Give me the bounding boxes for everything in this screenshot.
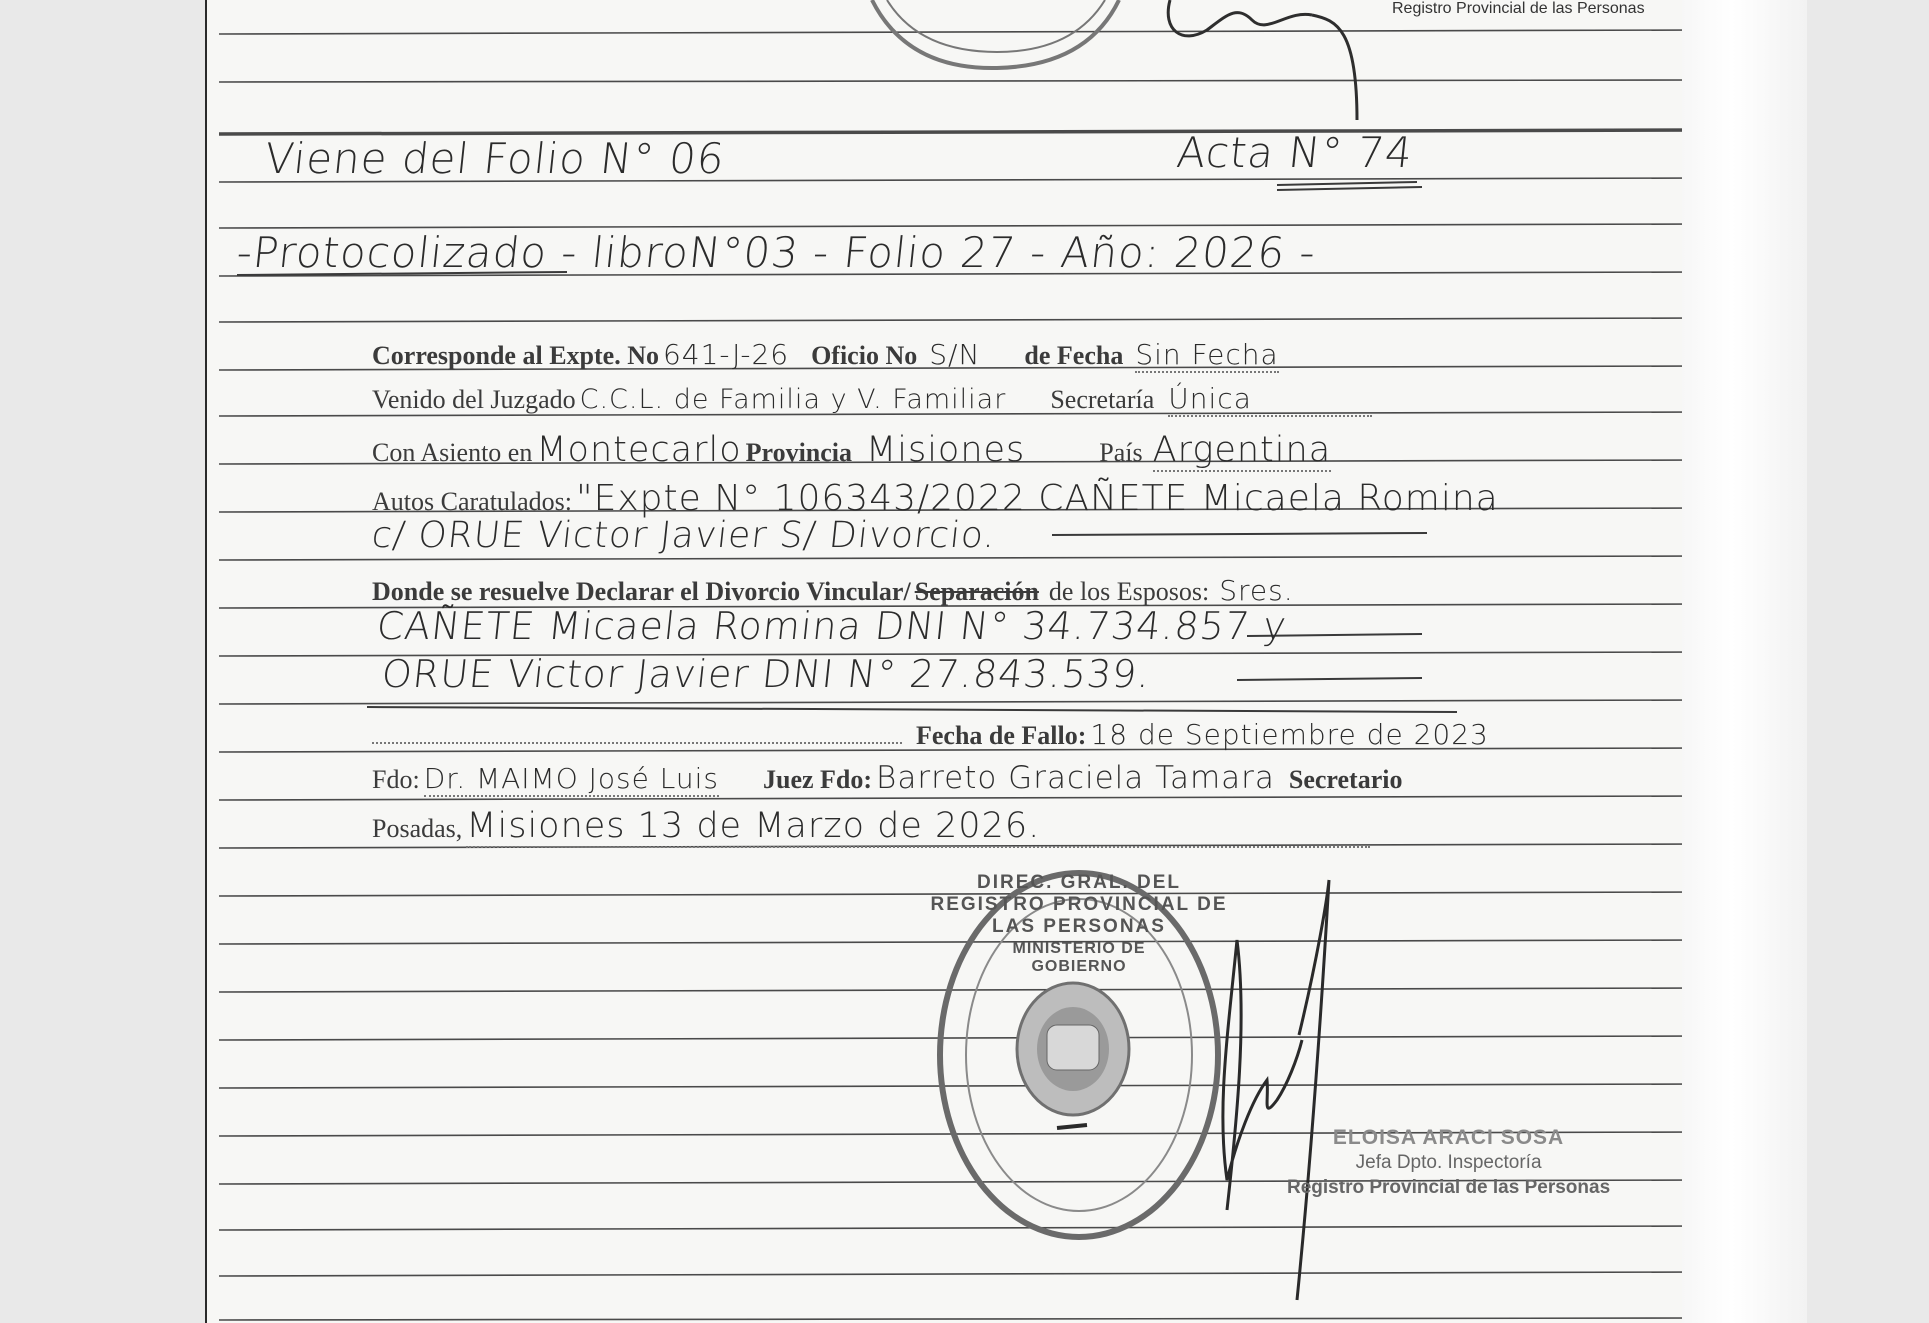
asiento-row (372, 430, 1331, 470)
resuelve-label-2: de los Esposos: (1048, 577, 1210, 606)
official-name: ELOISA ARACI SOSA (1332, 1126, 1565, 1149)
autos-value-line1: "Expte N° 106343/2022 CAÑETE Micaela Romina (576, 478, 1499, 519)
oficio-label: Oficio No (811, 341, 918, 370)
esposo-1: CAÑETE Micaela Romina DNI N° 34.734.857 y (374, 604, 1289, 648)
resuelve-label: Donde se resuelve Declarar el Divorcio Vincular/ (372, 577, 911, 606)
juez-value: Barreto Graciela Tamara (876, 760, 1275, 796)
autos-value-line2: c/ ORUE Victor Javier S/ Divorcio. (369, 515, 998, 556)
secretaria-label: Secretaría (1050, 385, 1155, 414)
page-edge (1682, 0, 1807, 1323)
provincia-label: Provincia (745, 438, 853, 467)
secretario-label: Secretario (1288, 765, 1403, 794)
fdo-value: Dr. MAIMO José Luis (423, 762, 719, 795)
official-title: Jefa Dpto. Inspectoría (1355, 1152, 1542, 1173)
expediente-row (372, 338, 1279, 371)
autos-row (372, 478, 1499, 519)
official-stamp (1287, 1125, 1610, 1200)
pais-value: Argentina (1152, 430, 1332, 470)
resuelve-struck: Separación (914, 577, 1039, 606)
esposos-prefix: Sres. (1219, 574, 1294, 607)
seal-outer-text: DIREC. GRAL. DEL REGISTRO PROVINCIAL DE LAS PERSONAS (930, 872, 1228, 937)
juzgado-row (372, 382, 1372, 415)
document-sheet (205, 0, 1807, 1323)
oficio-value: S/N (929, 338, 981, 371)
fdo-label: Fdo: (372, 765, 420, 794)
expediente-value: 641-J-26 (662, 338, 790, 371)
protocol-line: -Protocolizado - libroN°03 - Folio 27 - Año: 2026 - (234, 228, 1319, 277)
firmantes-row (372, 760, 1402, 796)
fecha-label: de Fecha (1024, 341, 1124, 370)
fecha-value: Sin Fecha (1135, 338, 1279, 371)
lugar-fecha-row (372, 806, 1370, 846)
asiento-value: Montecarlo (536, 430, 742, 470)
acta-number: Acta N° 74 (1174, 128, 1416, 177)
esposo-2: ORUE Victor Javier DNI N° 27.843.539. (379, 652, 1153, 696)
fecha-fallo-value: 18 de Septiembre de 2023 (1090, 718, 1489, 751)
viene-del-folio: Viene del Folio N° 06 (262, 134, 728, 183)
juez-label: Juez Fdo: (762, 765, 873, 794)
juzgado-label: Venido del Juzgado (372, 385, 576, 414)
asiento-label: Con Asiento en (372, 438, 533, 467)
secretaria-value: Única (1168, 382, 1372, 417)
lugar-label: Posadas, (372, 814, 463, 843)
fecha-fallo-row (372, 718, 1489, 751)
official-office: Registro Provincial de las Personas (1287, 1177, 1611, 1198)
juzgado-value: C.C.L. de Familia y V. Familiar (579, 384, 1007, 415)
lugar-fecha-value: Misiones 13 de Marzo de 2026. (466, 806, 1370, 848)
autos-label: Autos Caratulados: (372, 487, 573, 516)
provincia-value: Misiones (866, 430, 1026, 470)
official-seal (930, 870, 1228, 1240)
resuelve-row (372, 574, 1294, 607)
top-fragment-text: Registro Provincial de las Personas (1392, 0, 1645, 17)
pais-label: País (1099, 438, 1143, 467)
seal-inner-text: MINISTERIO DE GOBIERNO (1012, 940, 1146, 975)
fecha-fallo-label: Fecha de Fallo: (916, 721, 1087, 750)
expediente-label: Corresponde al Expte. No (372, 341, 659, 370)
